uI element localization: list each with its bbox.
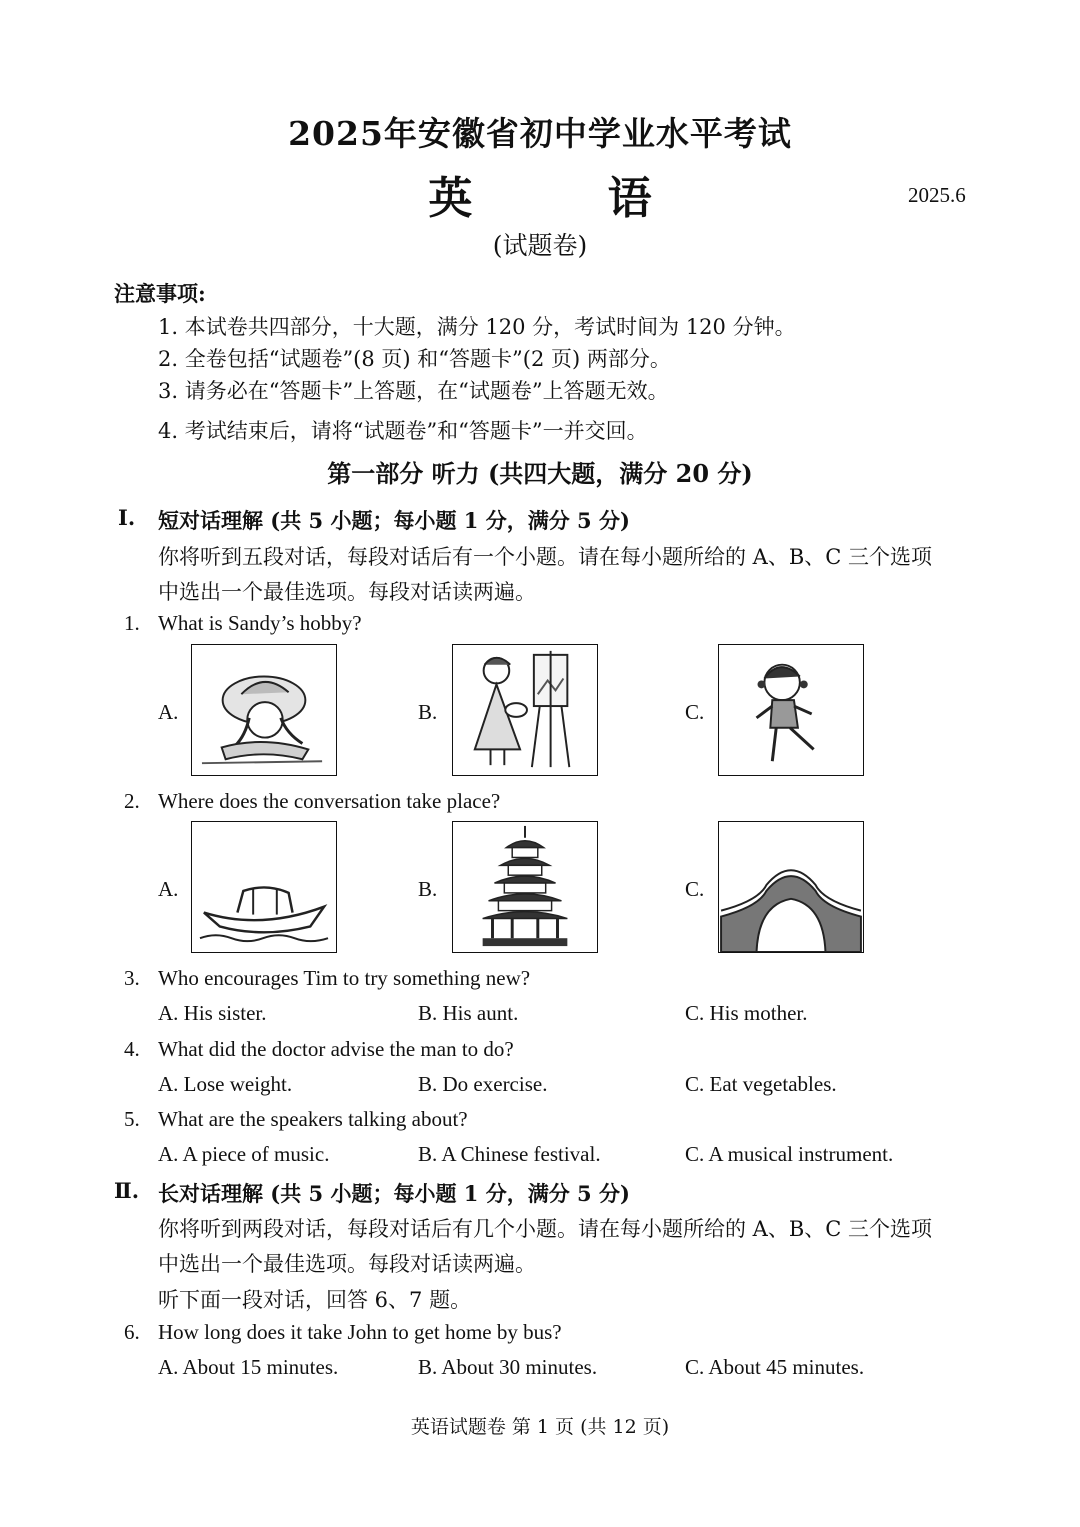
question-text: What is Sandy’s hobby? bbox=[158, 611, 362, 635]
question-number: 4. bbox=[124, 1037, 140, 1061]
stone-bridge-icon[interactable] bbox=[718, 821, 864, 953]
pagoda-icon[interactable] bbox=[452, 821, 598, 953]
option-a: A. Lose weight. bbox=[158, 1072, 293, 1096]
option-label: A. bbox=[158, 877, 179, 901]
volume-label: (试题卷) bbox=[492, 231, 588, 260]
question-number: 6. bbox=[124, 1320, 140, 1344]
page-footer: 英语试题卷 第 1 页 (共 12 页) bbox=[410, 1416, 670, 1438]
option-label: B. bbox=[418, 700, 438, 724]
section-title: 长对话理解 (共 5 小题；每小题 1 分，满分 5 分) bbox=[158, 1181, 630, 1206]
subject-text: 英 语 bbox=[428, 173, 712, 224]
question-number: 5. bbox=[124, 1107, 140, 1131]
notice-heading: 注意事项: bbox=[114, 281, 206, 306]
section-numeral: Ⅱ. bbox=[114, 1178, 140, 1203]
option-label: B. bbox=[418, 877, 438, 901]
section-instruction: 你将听到两段对话，每段对话后有几个小题。请在每小题所给的 A、B、C 三个选项 bbox=[158, 1217, 933, 1241]
section-numeral: Ⅰ. bbox=[118, 505, 136, 530]
option-b: B. Do exercise. bbox=[418, 1072, 548, 1096]
question-text: What did the doctor advise the man to do? bbox=[158, 1037, 514, 1061]
section-instruction: 你将听到五段对话，每段对话后有一个小题。请在每小题所给的 A、B、C 三个选项 bbox=[158, 545, 933, 569]
notice-item: 3. 请务必在“答题卡”上答题，在“试题卷”上答题无效。 bbox=[158, 379, 669, 403]
exam-title: 2025年安徽省初中学业水平考试 bbox=[288, 114, 792, 153]
question-text: What are the speakers talking about? bbox=[158, 1107, 468, 1131]
question-text: Who encourages Tim to try something new? bbox=[158, 966, 531, 990]
section-instruction: 中选出一个最佳选项。每段对话读两遍。 bbox=[158, 580, 536, 604]
question-number: 1. bbox=[124, 611, 140, 635]
option-a: A. About 15 minutes. bbox=[158, 1355, 339, 1379]
option-label: A. bbox=[158, 700, 179, 724]
question-text: Where does the conversation take place? bbox=[158, 789, 501, 813]
question-number: 2. bbox=[124, 789, 140, 813]
option-b: B. About 30 minutes. bbox=[418, 1355, 598, 1379]
option-c: C. Eat vegetables. bbox=[685, 1072, 837, 1096]
notice-item: 2. 全卷包括“试题卷”(8 页) 和“答题卡”(2 页) 两部分。 bbox=[158, 347, 671, 371]
option-c: C. His mother. bbox=[685, 1001, 808, 1025]
section-instruction: 中选出一个最佳选项。每段对话读两遍。 bbox=[158, 1252, 536, 1276]
question-number: 3. bbox=[124, 966, 140, 990]
child-running-icon[interactable] bbox=[718, 644, 864, 776]
option-b: B. His aunt. bbox=[418, 1001, 519, 1025]
girl-painting-icon[interactable] bbox=[452, 644, 598, 776]
boat-icon[interactable] bbox=[191, 821, 337, 953]
notice-item: 1. 本试卷共四部分，十大题，满分 120 分，考试时间为 120 分钟。 bbox=[158, 315, 796, 339]
exam-date: 2025.6 bbox=[908, 183, 966, 207]
option-label: C. bbox=[685, 877, 705, 901]
option-c: C. About 45 minutes. bbox=[685, 1355, 865, 1379]
option-a: A. A piece of music. bbox=[158, 1142, 330, 1166]
option-c: C. A musical instrument. bbox=[685, 1142, 894, 1166]
question-text: How long does it take John to get home by bus? bbox=[158, 1320, 562, 1344]
section-title: 短对话理解 (共 5 小题；每小题 1 分，满分 5 分) bbox=[158, 508, 630, 533]
sub-instruction: 听下面一段对话，回答 6、7 题。 bbox=[158, 1288, 472, 1312]
part-heading: 第一部分 听力 (共四大题，满分 20 分) bbox=[327, 459, 753, 488]
notice-item: 4. 考试结束后，请将“试题卷”和“答题卡”一并交回。 bbox=[158, 419, 648, 443]
option-b: B. A Chinese festival. bbox=[418, 1142, 601, 1166]
option-label: C. bbox=[685, 700, 705, 724]
girl-reading-icon[interactable] bbox=[191, 644, 337, 776]
option-a: A. His sister. bbox=[158, 1001, 267, 1025]
